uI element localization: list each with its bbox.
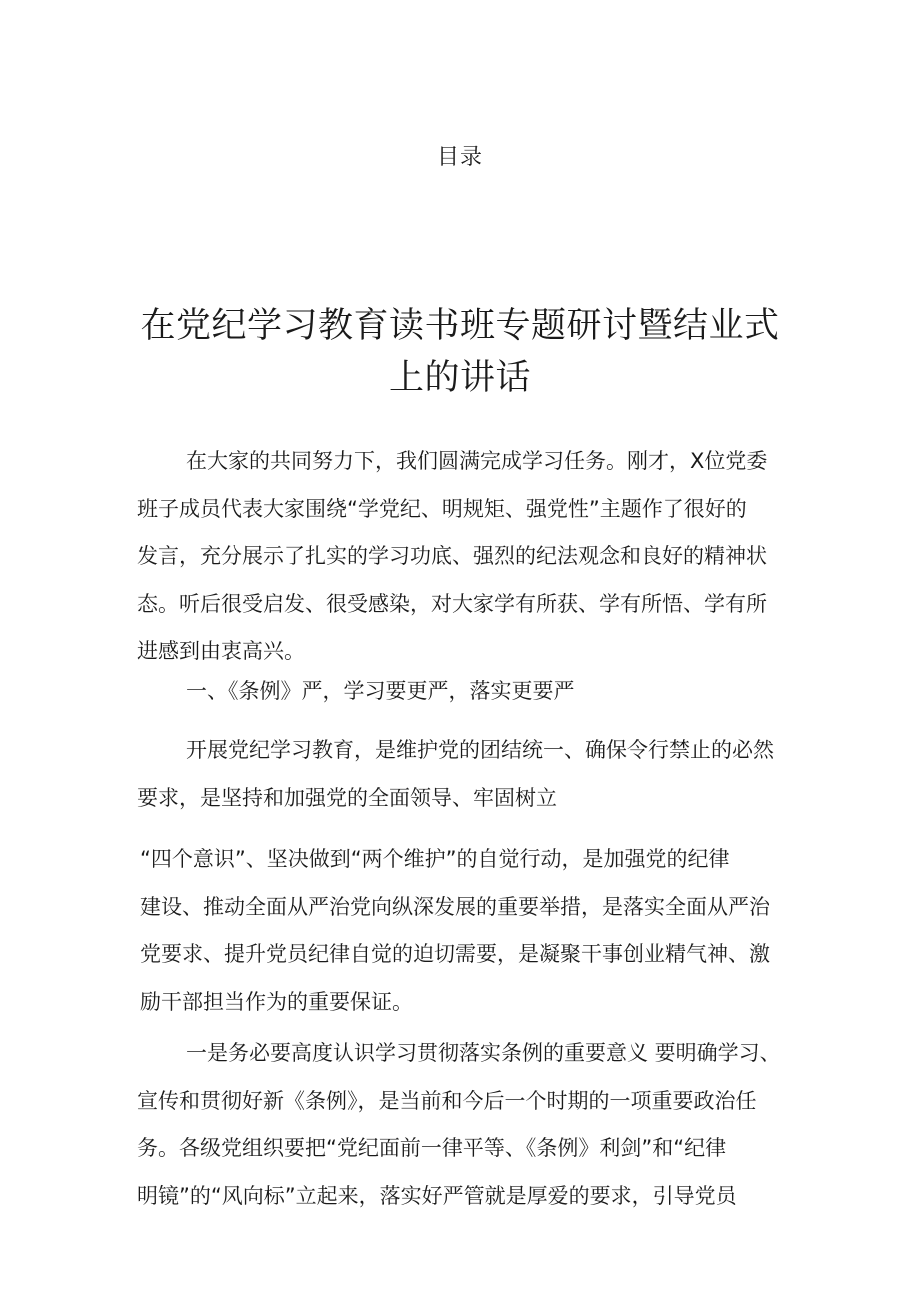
paragraph-body (137, 1030, 787, 1220)
text-line: 宣传和贯彻好新《条例》，是当前和今后一个时期的一项重要政治任 (137, 1088, 757, 1113)
text-line: 要求，是坚持和加强党的全面领导、牢固树立 (137, 785, 557, 810)
document-title-line: 上的讲话 (388, 358, 531, 398)
text-line: 班子成员代表大家围绕“学党纪、明规矩、强党性”主题作了很好的 (137, 496, 747, 521)
paragraph-body (140, 836, 790, 1026)
text-line: 党要求、提升党员纪律自觉的迫切需要，是凝聚干事创业精气神、激 (140, 942, 770, 966)
text-line: “四个意识”、坚决做到“两个维护”的自觉行动，是加强党的纪律 (140, 847, 730, 871)
paragraph-body (137, 727, 787, 822)
text-line: 发言，充分展示了扎实的学习功底、强烈的纪法观念和良好的精神状 (137, 544, 767, 568)
document-title-line: 在党纪学习教育读书班专题研讨暨结业式 (140, 306, 780, 346)
section-heading (137, 668, 787, 716)
text-line: 进感到由衷高兴。 (137, 639, 305, 663)
text-line: 明镜”的“风向标”立起来，落实好严管就是厚爱的要求，引导党员 (137, 1183, 737, 1208)
text-line: 励干部担当作为的重要保证。 (140, 989, 413, 1014)
text-line: 务。各级党组织要把“党纪面前一律平等、《条例》利剑”和“纪律 (137, 1136, 727, 1160)
paragraph-intro (137, 438, 787, 676)
text-line: 开展党纪学习教育，是维护党的团结统一、确保令行禁止的必然 (186, 738, 774, 762)
text-line: 在大家的共同努力下，我们圆满完成学习任务。刚才，X位党委 (186, 449, 768, 473)
text-line: 建设、推动全面从严治党向纵深发展的重要举措，是落实全面从严治 (140, 894, 770, 919)
toc-title: 目录 (436, 145, 483, 170)
text-line: 态。听后很受启发、很受感染，对大家学有所获、学有所悟、学有所 (137, 591, 767, 616)
text-line: 一、《条例》严，学习要更严，落实更要严 (186, 679, 575, 703)
text-line: 一是务必要高度认识学习贯彻落实条例的重要意义 要明确学习、 (186, 1041, 781, 1065)
document-title (120, 300, 800, 404)
